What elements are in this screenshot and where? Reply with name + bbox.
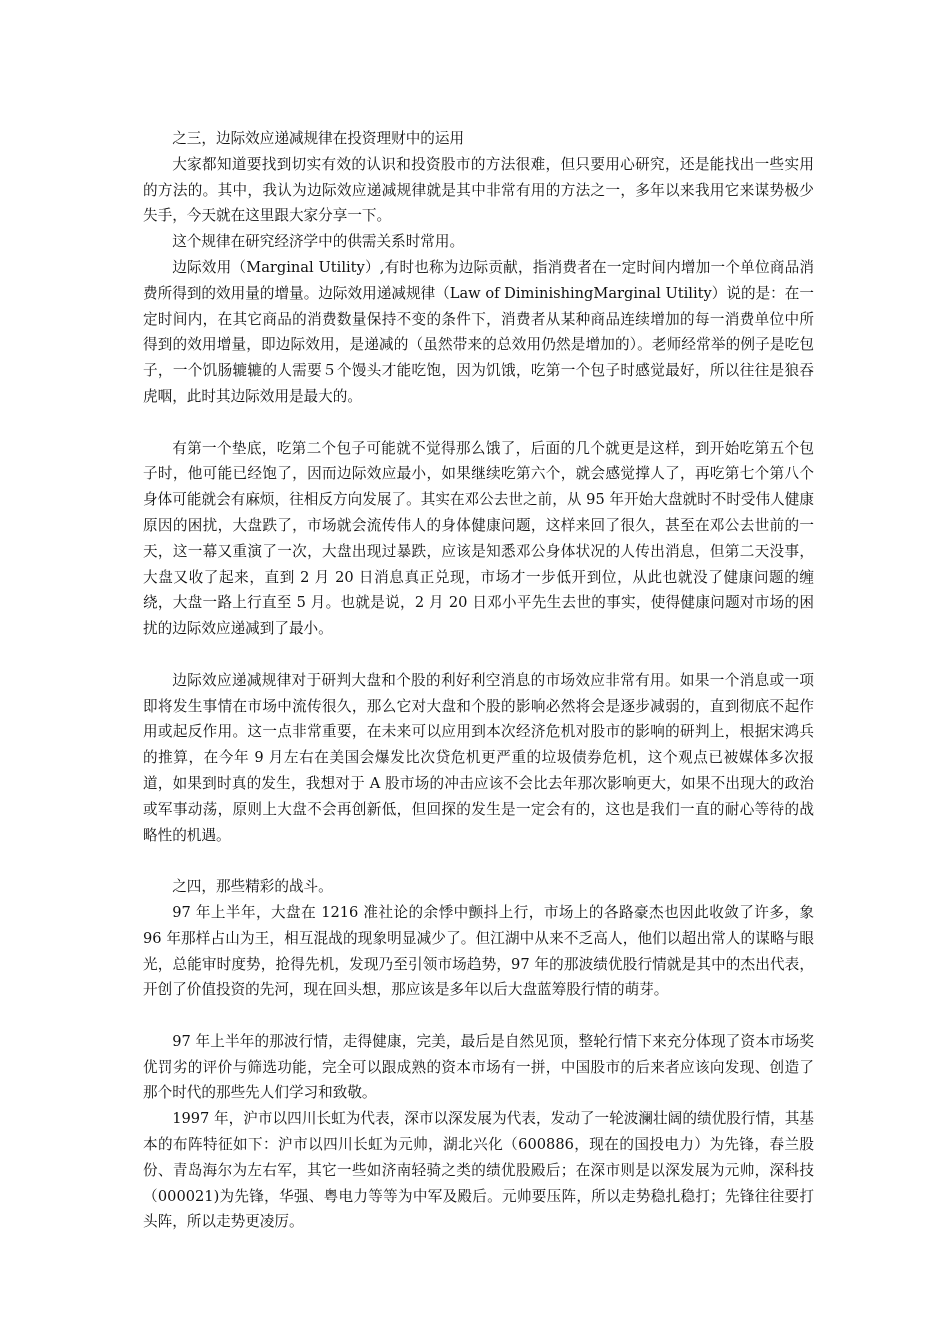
section-heading-3: 之三，边际效应递减规律在投资理财中的运用 bbox=[172, 130, 465, 147]
paragraph: 1997 年，沪市以四川长虹为代表，深市以深发展为代表，发动了一轮波澜壮阔的绩优股行情，其基本的布阵特征如下：沪市以四川长虹为元帅，湖北兴化（600886，现在的国投电力）为先锋，春兰股份、青岛海尔为左右军，其它一些如济南轻骑之类的绩优股殿后；在深市则是以深发展为元帅，深科技（000021)为先锋，华强、粤电力等等为中军及殿后。元帅要压阵，所以走势稳扎稳打；先锋往往要打头阵，所以走势更凌厉。 bbox=[143, 1110, 814, 1231]
paragraph: 大家都知道要找到切实有效的认识和投资股市的方法很难，但只要用心研究，还是能找出一些实用的方法的。其中，我认为边际效应递减规律就是其中非常有用的方法之一，多年以来我用它来谋势极少失手，今天就在这里跟大家分享一下。 bbox=[143, 155, 814, 225]
paragraph: 边际效用（Marginal Utility）,有时也称为边际贡献，指消费者在一定时间内增加一个单位商品消费所得到的效用量的增量。边际效用递减规律（Law of DiminishingMarginal Utility）说的是：在一定时间内，在其它商品的消费数量保持不变的条件下，消费者从某种商品连续增加的每一消费单位中所得到的效用增量，即边际效用，是递减的（虽然带来的总效用仍然是增加的）。老师经常举的例子是吃包子，一个饥肠辘辘的人需要５个馒头才能吃饱，因为饥饿，吃第一个包子时感觉最好，所以往往是狼吞虎咽，此时其边际效用是最大的。 bbox=[143, 258, 814, 405]
document-body bbox=[143, 126, 814, 1235]
section-heading-4: 之四，那些精彩的战斗。 bbox=[172, 878, 333, 896]
paragraph: 这个规律在研究经济学中的供需关系时常用。 bbox=[172, 233, 465, 251]
paragraph: 97 年上半年，大盘在 1216 准社论的余悸中颤抖上行，市场上的各路豪杰也因此收敛了许多，象 96 年那样占山为王，相互混战的现象明显减少了。但江湖中从来不乏高人，他们以超出常人的谋略与眼光，总能审时度势，抢得先机，发现乃至引领市场趋势，97 年的那波绩优股行情就是其中的杰出代表，开创了价值投资的先河，现在回头想，那应该是多年以后大盘蓝筹股行情的萌芽。 bbox=[143, 903, 814, 999]
paragraph: 有第一个垫底，吃第二个包子可能就不觉得那么饿了，后面的几个就更是这样，到开始吃第五个包子时，他可能已经饱了，因而边际效应最小，如果继续吃第六个，就会感觉撑人了，再吃第七个第八个身体可能就会有麻烦，往相反方向发展了。其实在邓公去世之前，从 95 年开始大盘就时不时受伟人健康原因的困扰，大盘跌了，市场就会流传伟人的身体健康问题，这样来回了很久，甚至在邓公去世前的一天，这一幕又重演了一次，大盘出现过暴跌，应该是知悉邓公身体状况的人传出消息，但第二天没事，大盘又收了起来，直到 2 月 20 日消息真正兑现，市场才一步低开到位，从此也就没了健康问题的缠绕，大盘一路上行直至 5 月。也就是说，2 月 20 日邓小平先生去世的事实，使得健康问题对市场的困扰的边际效应递减到了最小。 bbox=[143, 439, 814, 638]
paragraph: 97 年上半年的那波行情，走得健康，完美，最后是自然见顶，整轮行情下来充分体现了资本市场奖优罚劣的评价与筛选功能，完全可以跟成熟的资本市场有一拼，中国股市的后来者应该向发现、创造了那个时代的那些先人们学习和致敬。 bbox=[143, 1032, 814, 1102]
paragraph: 边际效应递减规律对于研判大盘和个股的利好利空消息的市场效应非常有用。如果一个消息或一项即将发生事情在市场中流传很久，那么它对大盘和个股的影响必然将会是逐步减弱的，直到彻底不起作用或起反作用。这一点非常重要，在未来可以应用到本次经济危机对股市的影响的研判上，根据宋鸿兵的推算，在今年 9 月左右在美国会爆发比次贷危机更严重的垃圾债券危机，这个观点已被媒体多次报道，如果到时真的发生，我想对于 A 股市场的冲击应该不会比去年那次影响更大，如果不出现大的政治或军事动荡，原则上大盘不会再创新低，但回探的发生是一定会有的，这也是我们一直的耐心等待的战略性的机遇。 bbox=[143, 671, 814, 844]
